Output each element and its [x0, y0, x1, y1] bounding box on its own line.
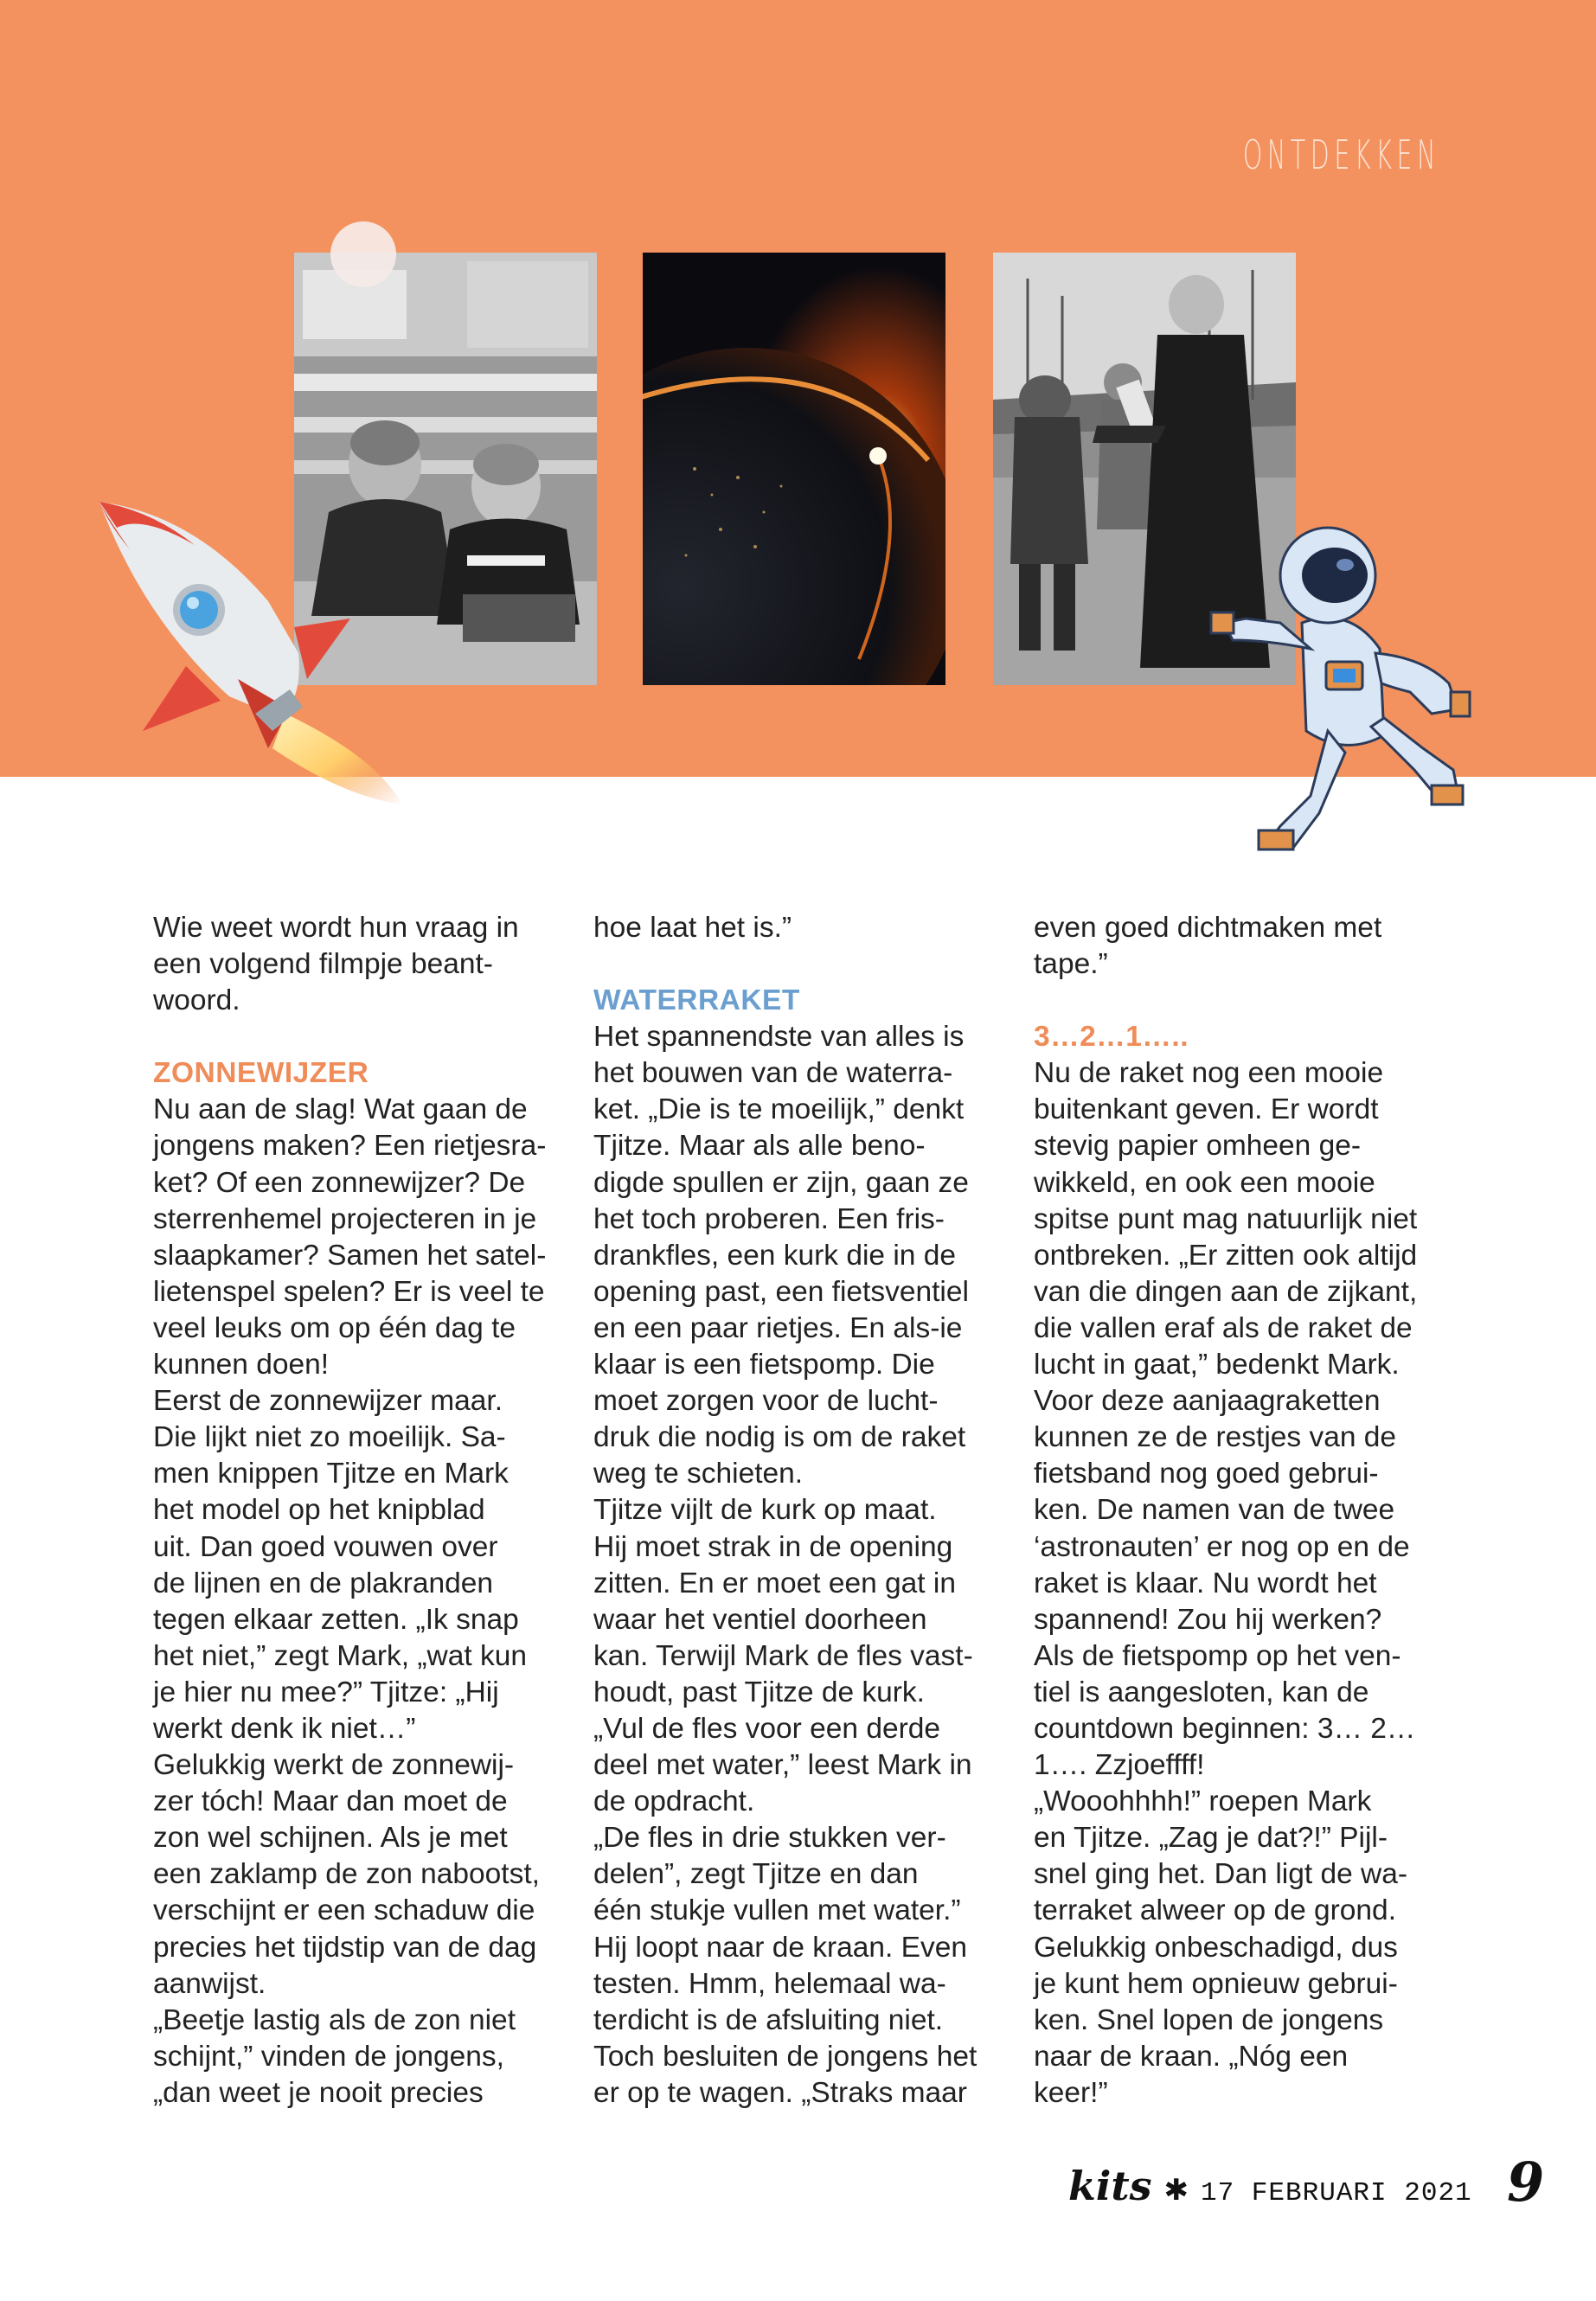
paragraph: Nu de raket nog een mooie buitenkant geven. Er wordt stevig papier omheen ge- wikkeld, en ook een mooie spitse punt mag natuurlijk niet ontbreken. „Er zitten ook altijd van die dingen aan de zijkant, die vallen eraf als de raket de lucht in gaat,” bedenkt Mark. Voor deze aanjaagraketten kunnen ze de restjes van de fietsband nog goed gebrui- ken. De namen van de twee ‘astronauten’ er nog op en de raket is klaar. Nu wordt het spannend! Zou hij werken? Als de fietspomp op het ven- tiel is aangesloten, kan de countdown beginnen: 3… 2… 1…. Zzjoeffff! „Wooohhhh!” roepen Mark en Tjitze. „Zag je dat?!” Pijl- snel ging het. Dan ligt de wa- terraket alweer op de grond. Gelukkig onbeschadigd, dus je kunt hem opnieuw gebrui- ken. Snel lopen de jongens naar de kraan. „Nóg een keer!” [1034, 1057, 1418, 2109]
paragraph-gap [1034, 983, 1445, 1019]
decorative-circle [330, 221, 396, 287]
page-footer [1068, 2163, 1472, 2223]
paragraph: Nu aan de slag! Wat gaan de jongens maken? Een rietjesra- ket? Of een zonnewijzer? De sterrenhemel projecteren in je slaapkamer? Samen het satel- lietenspel spelen? Er is veel te veel leuks om op één dag te kunnen doen! Eerst de zonnewijzer maar. Die lijkt niet zo moeilijk. Sa- men knippen Tjitze en Mark het model op het knipblad uit. Dan goed vouwen over de lijnen en de plakranden tegen elkaar zetten. „Ik snap het niet,” zegt Mark, „wat kun je hier nu mee?” Tjitze: „Hij werkt denk ik niet…” Gelukkig werkt de zonnewij- zer tóch! Maar dan moet de zon wel schijnen. Als je met een zaklamp de zon nabootst, verschijnt er een schaduw die precies het tijdstip van de dag aanwijst. „Beetje lastig als de zon niet schijnt,” vinden de jongens, „dan weet je nooit precies [153, 1093, 547, 2109]
paragraph: Het spannendste van alles is het bouwen van de waterra- ket. „Die is te moeilijk,” denkt Tjitze. Maar als alle beno- digde spullen er zijn, gaan ze het toch proberen. Een fris- drankfles, een kurk die in de opening past, een fietsventiel en een paar rietjes. En als-ie klaar is een fietspomp. Die moet zorgen voor de lucht- druk die nodig is om de raket weg te schieten. Tjitze vijlt de kurk op maat. Hij moet strak in de opening zitten. En er moet een gat in waar het ventiel doorheen kan. Terwijl Mark de fles vast- houdt, past Tjitze de kurk. „Vul de fles voor een derde deel met water,” leest Mark in de opdracht. „De fles in drie stukken ver- delen”, zegt Tjitze en dan één stukje vullen met water.” Hij loopt naar de kraan. Even testen. Hmm, helemaal wa- terdicht is de afsluiting niet. Toch besluiten de jongens het er op te wagen. „Straks maar [593, 1021, 977, 2109]
magazine-brand: kits [1068, 2163, 1152, 2209]
article-column-2 [593, 910, 1009, 2112]
article-column-1 [153, 910, 564, 2112]
rocket-illustration [91, 497, 411, 809]
paragraph: Wie weet wordt hun vraag in een volgend filmpje beant- woord. [153, 912, 519, 1017]
issue-date: 17 FEBRUARI 2021 [1201, 2178, 1472, 2208]
asterisk-icon: ✱ [1163, 2174, 1189, 2207]
photo-planet-sunrise [643, 253, 945, 685]
astronaut-illustration [1198, 510, 1475, 856]
paragraph: hoe laat het is.” [593, 912, 792, 944]
article-column-3 [1034, 910, 1445, 2112]
subheading-countdown: 3…2…1….. [1034, 1021, 1189, 1054]
section-label: ONTDEKKEN [1242, 131, 1440, 178]
subheading-waterraket: WATERRAKET [593, 984, 800, 1017]
page-number: 9 [1507, 2150, 1545, 2214]
subheading-zonnewijzer: ZONNEWIJZER [153, 1057, 369, 1090]
paragraph-gap [153, 1019, 564, 1055]
paragraph: even goed dichtmaken met tape.” [1034, 912, 1382, 981]
paragraph-gap [593, 946, 1009, 983]
